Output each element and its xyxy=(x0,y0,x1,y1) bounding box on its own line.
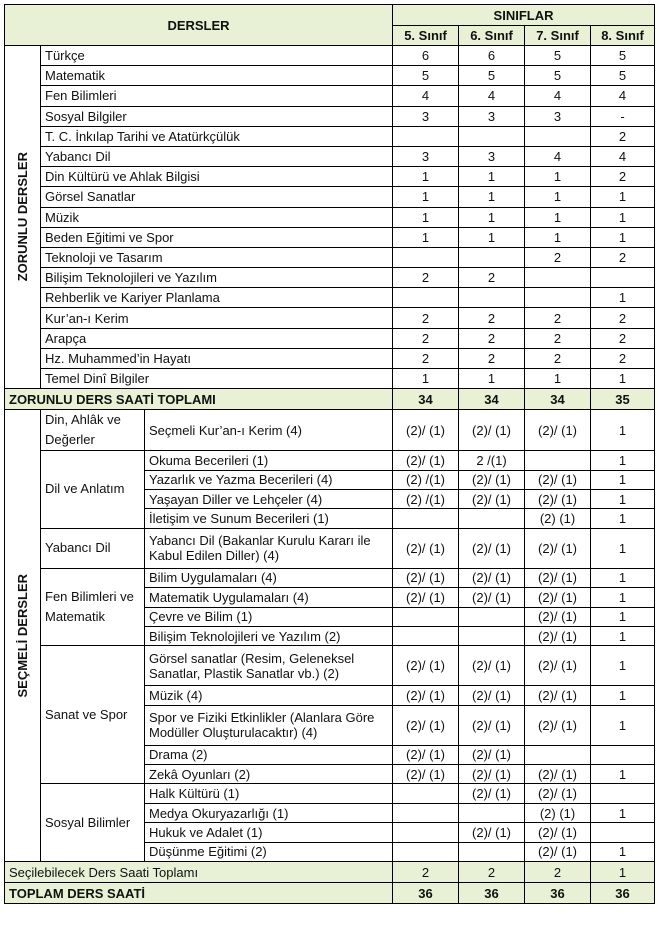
hours-cell: 1 xyxy=(591,765,655,784)
hours-cell: (2)/ (1) xyxy=(525,842,591,861)
elective-course-name: Drama (2) xyxy=(145,745,393,764)
hours-cell xyxy=(393,509,459,528)
hours-cell: 6 xyxy=(459,46,525,66)
grade-5-header: 5. Sınıf xyxy=(393,26,459,46)
hours-cell xyxy=(591,784,655,803)
hours-cell: (2) /(1) xyxy=(393,470,459,489)
hours-cell: 1 xyxy=(459,207,525,227)
hours-cell: 4 xyxy=(393,86,459,106)
total-cell: 1 xyxy=(591,862,655,883)
hours-cell: 1 xyxy=(393,167,459,187)
hours-cell: (2)/ (1) xyxy=(459,705,525,745)
hours-cell: 2 xyxy=(591,308,655,328)
table-row xyxy=(5,568,655,587)
hours-cell: (2) (1) xyxy=(525,803,591,822)
hours-cell: (2)/ (1) xyxy=(393,410,459,451)
hours-cell: 1 xyxy=(459,167,525,187)
elective-course-name: Halk Kültürü (1) xyxy=(145,784,393,803)
total-cell: 36 xyxy=(591,883,655,904)
hours-cell xyxy=(393,842,459,861)
hours-cell: 1 xyxy=(591,842,655,861)
hours-cell: (2)/ (1) xyxy=(393,705,459,745)
table-row xyxy=(5,227,655,247)
hours-cell: 1 xyxy=(525,369,591,389)
elective-total-row xyxy=(5,862,655,883)
table-row xyxy=(5,106,655,126)
course-name: Din Kültürü ve Ahlak Bilgisi xyxy=(41,167,393,187)
hours-cell: (2)/ (1) xyxy=(525,765,591,784)
hours-cell: 5 xyxy=(525,66,591,86)
hours-cell: (2)/ (1) xyxy=(459,568,525,587)
total-cell: 36 xyxy=(525,883,591,904)
hours-cell: 4 xyxy=(591,86,655,106)
hours-cell xyxy=(459,126,525,146)
elective-category: Sosyal Bilimler xyxy=(41,784,145,862)
hours-cell: 1 xyxy=(525,227,591,247)
hours-cell: 1 xyxy=(591,451,655,470)
total-cell: 34 xyxy=(459,389,525,410)
hours-cell xyxy=(459,288,525,308)
hours-cell: 3 xyxy=(393,106,459,126)
grade-6-header: 6. Sınıf xyxy=(459,26,525,46)
elective-course-name: İletişim ve Sunum Becerileri (1) xyxy=(145,509,393,528)
elective-course-name: Görsel sanatlar (Resim, Geleneksel Sanatlar, Plastik Sanatlar vb.) (2) xyxy=(145,646,393,686)
table-row xyxy=(5,187,655,207)
table-row xyxy=(5,46,655,66)
table-row xyxy=(5,146,655,166)
elective-course-name: Hukuk ve Adalet (1) xyxy=(145,823,393,842)
hours-cell xyxy=(525,288,591,308)
hours-cell xyxy=(525,451,591,470)
hours-cell xyxy=(393,784,459,803)
elective-course-name: Matematik Uygulamaları (4) xyxy=(145,588,393,607)
table-row xyxy=(5,167,655,187)
hours-cell: (2)/ (1) xyxy=(459,470,525,489)
elective-category: Fen Bilimleri ve Matematik xyxy=(41,568,145,646)
hours-cell: 2 xyxy=(459,308,525,328)
course-name: Rehberlik ve Kariyer Planlama xyxy=(41,288,393,308)
hours-cell: (2)/ (1) xyxy=(525,823,591,842)
grade-7-header: 7. Sınıf xyxy=(525,26,591,46)
elective-course-name: Çevre ve Bilim (1) xyxy=(145,607,393,626)
grand-total-label: TOPLAM DERS SAATİ xyxy=(5,883,393,904)
hours-cell: (2)/ (1) xyxy=(459,588,525,607)
total-cell: 2 xyxy=(393,862,459,883)
hours-cell: (2)/ (1) xyxy=(459,823,525,842)
hours-cell: 1 xyxy=(393,369,459,389)
hours-cell: (2) (1) xyxy=(525,509,591,528)
hours-cell: 4 xyxy=(459,86,525,106)
hours-cell: 2 xyxy=(525,308,591,328)
hours-cell xyxy=(459,626,525,645)
grade-8-header: 8. Sınıf xyxy=(591,26,655,46)
hours-cell: - xyxy=(591,106,655,126)
hours-cell xyxy=(393,607,459,626)
elective-course-name: Yazarlık ve Yazma Becerileri (4) xyxy=(145,470,393,489)
hours-cell: (2)/ (1) xyxy=(459,410,525,451)
hours-cell: 1 xyxy=(591,646,655,686)
hours-cell: 1 xyxy=(525,167,591,187)
hours-cell xyxy=(459,803,525,822)
total-cell: 34 xyxy=(525,389,591,410)
hours-cell: (2)/ (1) xyxy=(459,528,525,568)
curriculum-table xyxy=(4,4,655,904)
hours-cell: (2)/ (1) xyxy=(393,646,459,686)
hours-cell: (2)/ (1) xyxy=(525,607,591,626)
course-name: Kur’an-ı Kerim xyxy=(41,308,393,328)
elective-group-label xyxy=(5,410,41,862)
hours-cell: 1 xyxy=(459,187,525,207)
table-row xyxy=(5,86,655,106)
course-name: Fen Bilimleri xyxy=(41,86,393,106)
hours-cell: 2 xyxy=(393,308,459,328)
hours-cell: 1 xyxy=(591,410,655,451)
elective-course-name: Okuma Becerileri (1) xyxy=(145,451,393,470)
course-name: Beden Eğitimi ve Spor xyxy=(41,227,393,247)
total-cell: 35 xyxy=(591,389,655,410)
elective-category: Sanat ve Spor xyxy=(41,646,145,784)
hours-cell: (2)/ (1) xyxy=(525,588,591,607)
hours-cell xyxy=(459,842,525,861)
hours-cell: 2 xyxy=(393,268,459,288)
elective-course-name: Düşünme Eğitimi (2) xyxy=(145,842,393,861)
elective-course-name: Medya Okuryazarlığı (1) xyxy=(145,803,393,822)
hours-cell: 1 xyxy=(591,489,655,508)
hours-cell: 3 xyxy=(525,106,591,126)
hours-cell: 2 /(1) xyxy=(459,451,525,470)
table-row xyxy=(5,328,655,348)
hours-cell: (2)/ (1) xyxy=(459,745,525,764)
hours-cell: (2)/ (1) xyxy=(459,784,525,803)
hours-cell xyxy=(591,823,655,842)
hours-cell: 1 xyxy=(591,626,655,645)
hours-cell: 1 xyxy=(591,607,655,626)
hours-cell: 3 xyxy=(459,106,525,126)
hours-cell: 2 xyxy=(591,328,655,348)
hours-cell: 1 xyxy=(591,588,655,607)
hours-cell: (2)/ (1) xyxy=(459,765,525,784)
course-name: Sosyal Bilgiler xyxy=(41,106,393,126)
elective-category: Dil ve Anlatım xyxy=(41,451,145,529)
table-row xyxy=(5,247,655,267)
hours-cell: (2)/ (1) xyxy=(459,489,525,508)
elective-category: Din, Ahlâk ve Değerler xyxy=(41,410,145,451)
hours-cell: (2)/ (1) xyxy=(525,686,591,705)
hours-cell: 1 xyxy=(393,187,459,207)
hours-cell: (2)/ (1) xyxy=(525,470,591,489)
table-row xyxy=(5,126,655,146)
hours-cell xyxy=(393,823,459,842)
table-row xyxy=(5,66,655,86)
elective-course-name: Zekâ Oyunları (2) xyxy=(145,765,393,784)
compulsory-group-label xyxy=(5,46,41,389)
hours-cell: (2) /(1) xyxy=(393,489,459,508)
compulsory-total-row xyxy=(5,389,655,410)
hours-cell: 4 xyxy=(525,86,591,106)
hours-cell: (2)/ (1) xyxy=(525,528,591,568)
hours-cell: 1 xyxy=(591,369,655,389)
hours-cell: (2)/ (1) xyxy=(525,568,591,587)
total-cell: 36 xyxy=(459,883,525,904)
hours-cell xyxy=(393,803,459,822)
hours-cell: 1 xyxy=(459,369,525,389)
hours-cell: 1 xyxy=(591,207,655,227)
hours-cell: (2)/ (1) xyxy=(393,528,459,568)
course-name: Teknoloji ve Tasarım xyxy=(41,247,393,267)
hours-cell: 1 xyxy=(591,288,655,308)
hours-cell: 1 xyxy=(459,227,525,247)
elective-group-text: SEÇMELİ DERSLER xyxy=(15,573,30,698)
elective-course-name: Yabancı Dil (Bakanlar Kurulu Kararı ile Kabul Edilen Diller) (4) xyxy=(145,528,393,568)
elective-category: Yabancı Dil xyxy=(41,528,145,568)
course-name: Yabancı Dil xyxy=(41,146,393,166)
course-name: Matematik xyxy=(41,66,393,86)
course-name: Bilişim Teknolojileri ve Yazılım xyxy=(41,268,393,288)
hours-cell: 2 xyxy=(591,247,655,267)
course-name: Müzik xyxy=(41,207,393,227)
hours-cell: 1 xyxy=(591,509,655,528)
hours-cell: 2 xyxy=(525,247,591,267)
course-name: Arapça xyxy=(41,328,393,348)
course-name: T. C. İnkılap Tarihi ve Atatürkçülük xyxy=(41,126,393,146)
table-row xyxy=(5,288,655,308)
elective-total-label: Seçilebilecek Ders Saati Toplamı xyxy=(5,862,393,883)
courses-header: DERSLER xyxy=(5,5,393,46)
hours-cell: 2 xyxy=(393,348,459,368)
table-row xyxy=(5,784,655,803)
hours-cell: (2)/ (1) xyxy=(525,410,591,451)
hours-cell xyxy=(393,247,459,267)
hours-cell: 1 xyxy=(393,227,459,247)
grades-header: SINIFLAR xyxy=(393,5,655,26)
hours-cell xyxy=(459,607,525,626)
course-name: Temel Dinî Bilgiler xyxy=(41,369,393,389)
hours-cell xyxy=(393,126,459,146)
hours-cell: 2 xyxy=(525,348,591,368)
compulsory-total-label: ZORUNLU DERS SAATİ TOPLAMI xyxy=(5,389,393,410)
hours-cell xyxy=(393,288,459,308)
hours-cell xyxy=(525,268,591,288)
hours-cell: 1 xyxy=(591,187,655,207)
hours-cell xyxy=(525,126,591,146)
hours-cell: 3 xyxy=(393,146,459,166)
hours-cell: (2)/ (1) xyxy=(393,686,459,705)
hours-cell: (2)/ (1) xyxy=(393,588,459,607)
hours-cell: (2)/ (1) xyxy=(393,451,459,470)
hours-cell xyxy=(591,745,655,764)
elective-course-name: Bilişim Teknolojileri ve Yazılım (2) xyxy=(145,626,393,645)
hours-cell xyxy=(459,247,525,267)
hours-cell: 1 xyxy=(591,568,655,587)
hours-cell: (2)/ (1) xyxy=(393,765,459,784)
hours-cell: 5 xyxy=(459,66,525,86)
grand-total-row xyxy=(5,883,655,904)
table-body xyxy=(5,46,655,904)
hours-cell: 1 xyxy=(393,207,459,227)
hours-cell: 1 xyxy=(591,528,655,568)
hours-cell: 4 xyxy=(591,146,655,166)
elective-course-name: Spor ve Fiziki Etkinlikler (Alanlara Göre Modüller Oluşturulacaktır) (4) xyxy=(145,705,393,745)
hours-cell: 2 xyxy=(591,348,655,368)
hours-cell xyxy=(525,745,591,764)
table-row xyxy=(5,451,655,470)
hours-cell xyxy=(591,268,655,288)
hours-cell: 1 xyxy=(591,803,655,822)
hours-cell xyxy=(459,509,525,528)
total-cell: 34 xyxy=(393,389,459,410)
elective-course-name: Müzik (4) xyxy=(145,686,393,705)
hours-cell: 1 xyxy=(591,705,655,745)
hours-cell: (2)/ (1) xyxy=(459,646,525,686)
hours-cell: (2)/ (1) xyxy=(525,784,591,803)
hours-cell: (2)/ (1) xyxy=(525,705,591,745)
elective-course-name: Seçmeli Kur’an-ı Kerim (4) xyxy=(145,410,393,451)
hours-cell: 1 xyxy=(591,686,655,705)
hours-cell: 1 xyxy=(525,187,591,207)
table-row xyxy=(5,268,655,288)
total-cell: 36 xyxy=(393,883,459,904)
hours-cell: 2 xyxy=(591,167,655,187)
hours-cell: (2)/ (1) xyxy=(525,489,591,508)
hours-cell: 5 xyxy=(525,46,591,66)
table-row xyxy=(5,410,655,451)
hours-cell: 1 xyxy=(525,207,591,227)
hours-cell: 2 xyxy=(525,328,591,348)
hours-cell: (2)/ (1) xyxy=(393,568,459,587)
hours-cell: (2)/ (1) xyxy=(525,626,591,645)
table-row xyxy=(5,646,655,686)
hours-cell: 2 xyxy=(459,268,525,288)
hours-cell xyxy=(393,626,459,645)
hours-cell: (2)/ (1) xyxy=(393,745,459,764)
hours-cell: 4 xyxy=(525,146,591,166)
hours-cell: 2 xyxy=(459,328,525,348)
hours-cell: 2 xyxy=(459,348,525,368)
hours-cell: (2)/ (1) xyxy=(525,646,591,686)
hours-cell: 5 xyxy=(591,46,655,66)
hours-cell: 3 xyxy=(459,146,525,166)
elective-course-name: Yaşayan Diller ve Lehçeler (4) xyxy=(145,489,393,508)
hours-cell: 1 xyxy=(591,470,655,489)
hours-cell: 6 xyxy=(393,46,459,66)
hours-cell: (2)/ (1) xyxy=(459,686,525,705)
course-name: Görsel Sanatlar xyxy=(41,187,393,207)
hours-cell: 5 xyxy=(393,66,459,86)
hours-cell: 1 xyxy=(591,227,655,247)
table-row xyxy=(5,207,655,227)
hours-cell: 5 xyxy=(591,66,655,86)
elective-course-name: Bilim Uygulamaları (4) xyxy=(145,568,393,587)
hours-cell: 2 xyxy=(591,126,655,146)
table-row xyxy=(5,308,655,328)
table-row xyxy=(5,348,655,368)
course-name: Hz. Muhammed’in Hayatı xyxy=(41,348,393,368)
total-cell: 2 xyxy=(525,862,591,883)
hours-cell: 2 xyxy=(393,328,459,348)
compulsory-group-text: ZORUNLU DERSLER xyxy=(15,152,30,282)
table-row xyxy=(5,528,655,568)
course-name: Türkçe xyxy=(41,46,393,66)
total-cell: 2 xyxy=(459,862,525,883)
table-row xyxy=(5,369,655,389)
